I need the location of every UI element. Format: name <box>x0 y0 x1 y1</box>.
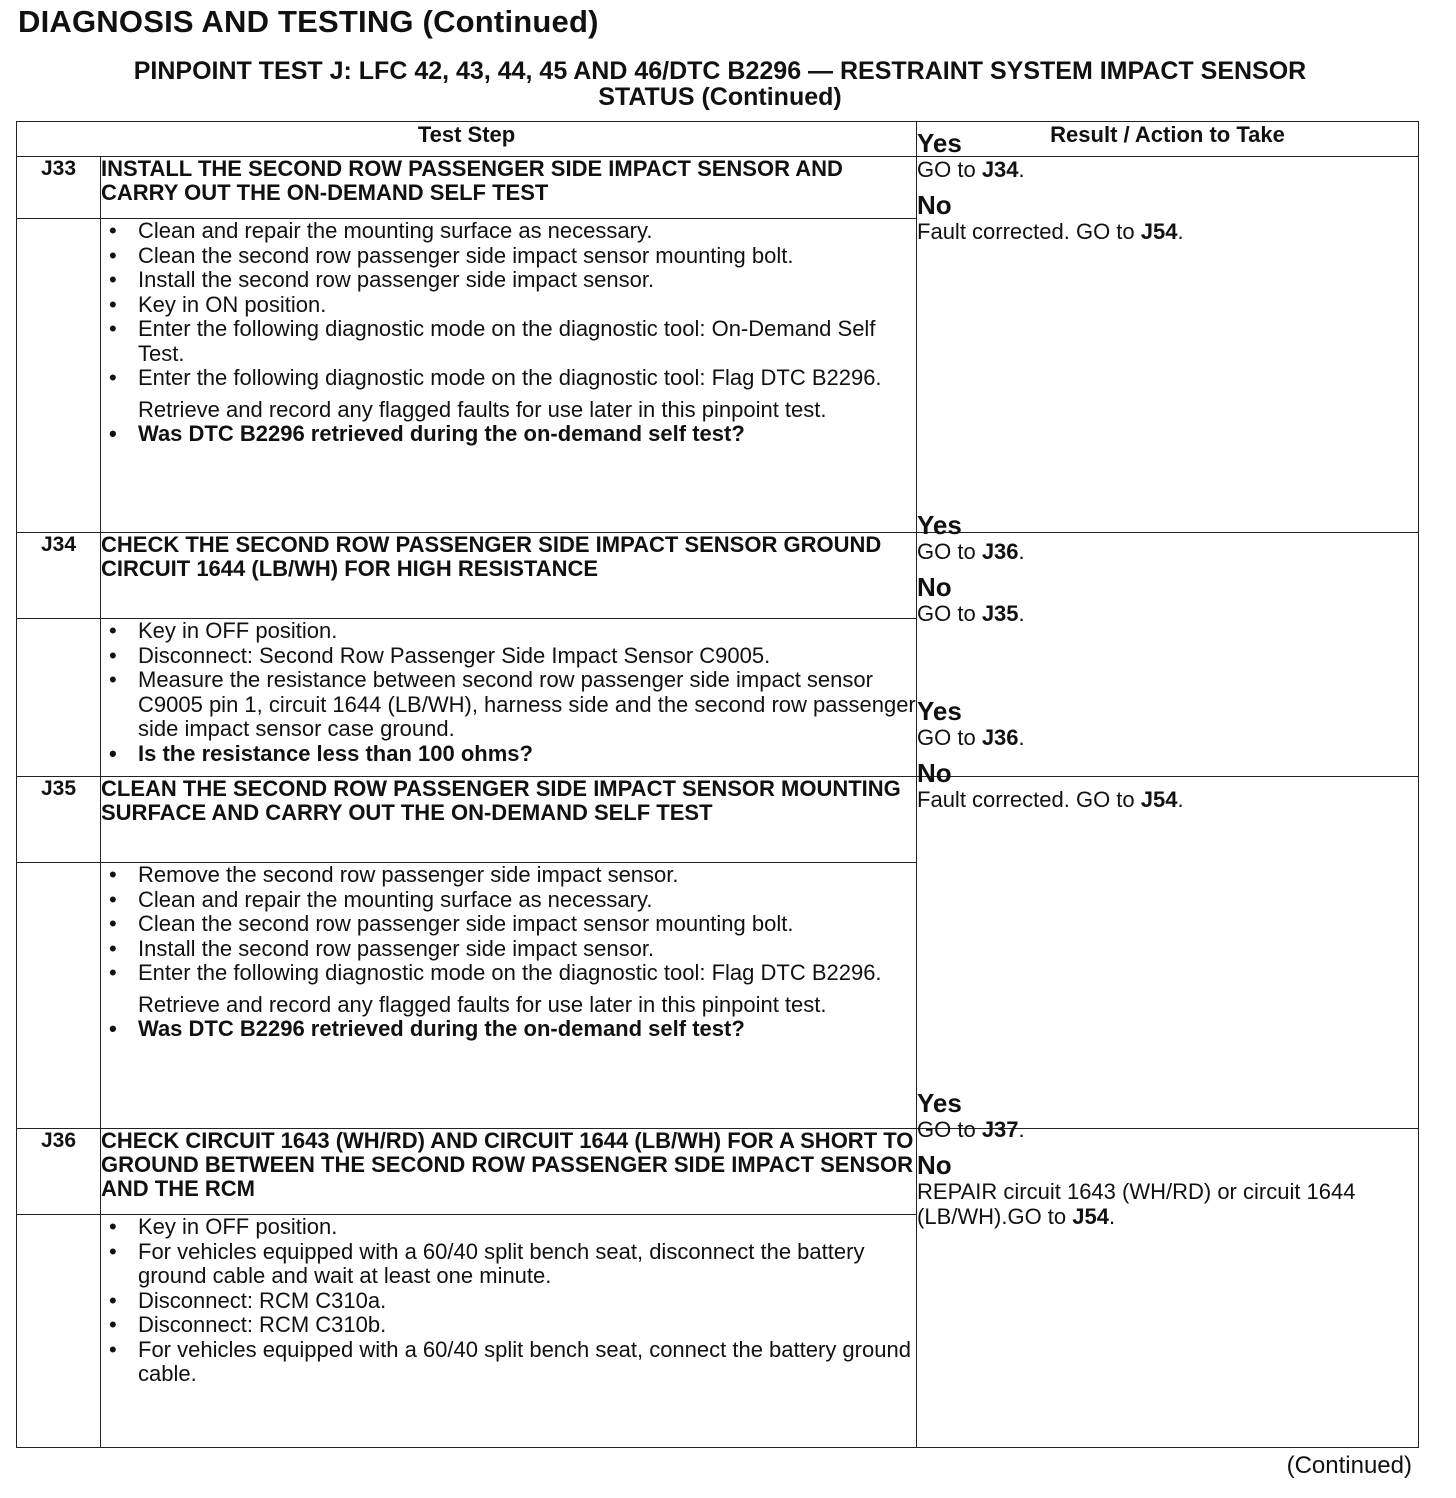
step-title: CLEAN THE SECOND ROW PASSENGER SIDE IMPACT SENSOR MOUNTING SURFACE AND CARRY OUT THE ON-DEMAND SELF TEST <box>101 777 917 863</box>
action-item: • Enter the following diagnostic mode on the diagnostic tool: On-Demand Self Test. <box>101 317 916 366</box>
step-result <box>917 1088 1419 1448</box>
step-title: CHECK THE SECOND ROW PASSENGER SIDE IMPACT SENSOR GROUND CIRCUIT 1644 (LB/WH) FOR HIGH RESISTANCE <box>101 533 917 619</box>
result-no-label: No <box>917 1150 952 1180</box>
pinpoint-title-line-1: PINPOINT TEST J: LFC 42, 43, 44, 45 AND 46/DTC B2296 — RESTRAINT SYSTEM IMPACT SENSOR <box>133 57 1307 85</box>
step-number-spacer <box>17 619 101 777</box>
action-note: Retrieve and record any flagged faults for use later in this pinpoint test. <box>138 991 827 1017</box>
step-number: J35 <box>17 777 101 863</box>
result-yes-label: Yes <box>917 696 962 726</box>
step-actions <box>101 219 917 533</box>
page-title: DIAGNOSIS AND TESTING (Continued) <box>18 4 599 39</box>
result-no-action: REPAIR circuit 1643 (WH/RD) or circuit 1644 (LB/WH).GO to J54. <box>917 1179 1356 1229</box>
step-title: CHECK CIRCUIT 1643 (WH/RD) AND CIRCUIT 1644 (LB/WH) FOR A SHORT TO GROUND BETWEEN THE SECOND ROW PASSENGER SIDE IMPACT SENSOR AND THE RCM <box>101 1129 917 1215</box>
result-no-label: No <box>917 190 952 220</box>
pinpoint-test-table <box>16 121 1419 1448</box>
step-title: INSTALL THE SECOND ROW PASSENGER SIDE IMPACT SENSOR AND CARRY OUT THE ON-DEMAND SELF TEST <box>101 157 917 219</box>
step-number: J36 <box>17 1129 101 1215</box>
step-result <box>917 696 1419 1129</box>
result-no-action: GO to J35. <box>917 601 1025 626</box>
pinpoint-title-line-2: STATUS (Continued) <box>598 83 842 111</box>
action-item: • For vehicles equipped with a 60/40 split bench seat, connect the battery ground cable. <box>101 1338 916 1387</box>
action-item: • Remove the second row passenger side impact sensor. <box>101 863 916 888</box>
continued-note: (Continued) <box>1286 1452 1412 1479</box>
action-item: • For vehicles equipped with a 60/40 split bench seat, disconnect the battery ground cable and wait at least one minute. <box>101 1240 916 1289</box>
result-no-action: Fault corrected. GO to J54. <box>917 787 1184 812</box>
step-actions <box>101 619 917 777</box>
action-item: • Clean and repair the mounting surface as necessary. <box>101 888 916 913</box>
result-yes-label: Yes <box>917 128 962 158</box>
action-note: Retrieve and record any flagged faults for use later in this pinpoint test. <box>138 396 827 422</box>
action-item: • Enter the following diagnostic mode on the diagnostic tool: Flag DTC B2296. <box>101 366 916 391</box>
step-actions <box>101 863 917 1129</box>
action-item: • Measure the resistance between second row passenger side impact sensor C9005 pin 1, circuit 1644 (LB/WH), harness side and the second row passenger side impact sensor case ground. <box>101 668 916 742</box>
action-question: • Is the resistance less than 100 ohms? <box>101 742 916 767</box>
action-item: • Key in OFF position. <box>101 619 916 644</box>
result-yes-action: GO to J37. <box>917 1117 1025 1142</box>
action-item: • Clean the second row passenger side impact sensor mounting bolt. <box>101 244 916 269</box>
action-item: • Key in OFF position. <box>101 1215 916 1240</box>
column-header-result: Result / Action to Take <box>917 122 1419 157</box>
step-number: J34 <box>17 533 101 619</box>
result-yes-action: GO to J36. <box>917 725 1025 750</box>
step-number: J33 <box>17 157 101 219</box>
result-yes-action: GO to J34. <box>917 157 1025 182</box>
action-item: • Clean the second row passenger side impact sensor mounting bolt. <box>101 912 916 937</box>
action-question: • Was DTC B2296 retrieved during the on-demand self test? <box>101 422 916 447</box>
result-no-label: No <box>917 758 952 788</box>
action-item: • Clean and repair the mounting surface as necessary. <box>101 219 916 244</box>
result-yes-action: GO to J36. <box>917 539 1025 564</box>
result-yes-label: Yes <box>917 1088 962 1118</box>
result-no-label: No <box>917 572 952 602</box>
action-item: • Disconnect: Second Row Passenger Side Impact Sensor C9005. <box>101 644 916 669</box>
action-item: • Enter the following diagnostic mode on the diagnostic tool: Flag DTC B2296. <box>101 961 916 986</box>
action-question: • Was DTC B2296 retrieved during the on-demand self test? <box>101 1017 916 1042</box>
action-item: • Key in ON position. <box>101 293 916 318</box>
action-item: • Install the second row passenger side impact sensor. <box>101 937 916 962</box>
result-no-action: Fault corrected. GO to J54. <box>917 219 1184 244</box>
step-number-spacer <box>17 863 101 1129</box>
action-item: • Install the second row passenger side impact sensor. <box>101 268 916 293</box>
action-item: • Disconnect: RCM C310b. <box>101 1313 916 1338</box>
step-actions <box>101 1215 917 1448</box>
pinpoint-test-title <box>20 58 1420 110</box>
step-number-spacer <box>17 1215 101 1448</box>
column-header-test-step: Test Step <box>17 122 917 157</box>
step-number-spacer <box>17 219 101 533</box>
result-yes-label: Yes <box>917 510 962 540</box>
action-item: • Disconnect: RCM C310a. <box>101 1289 916 1314</box>
